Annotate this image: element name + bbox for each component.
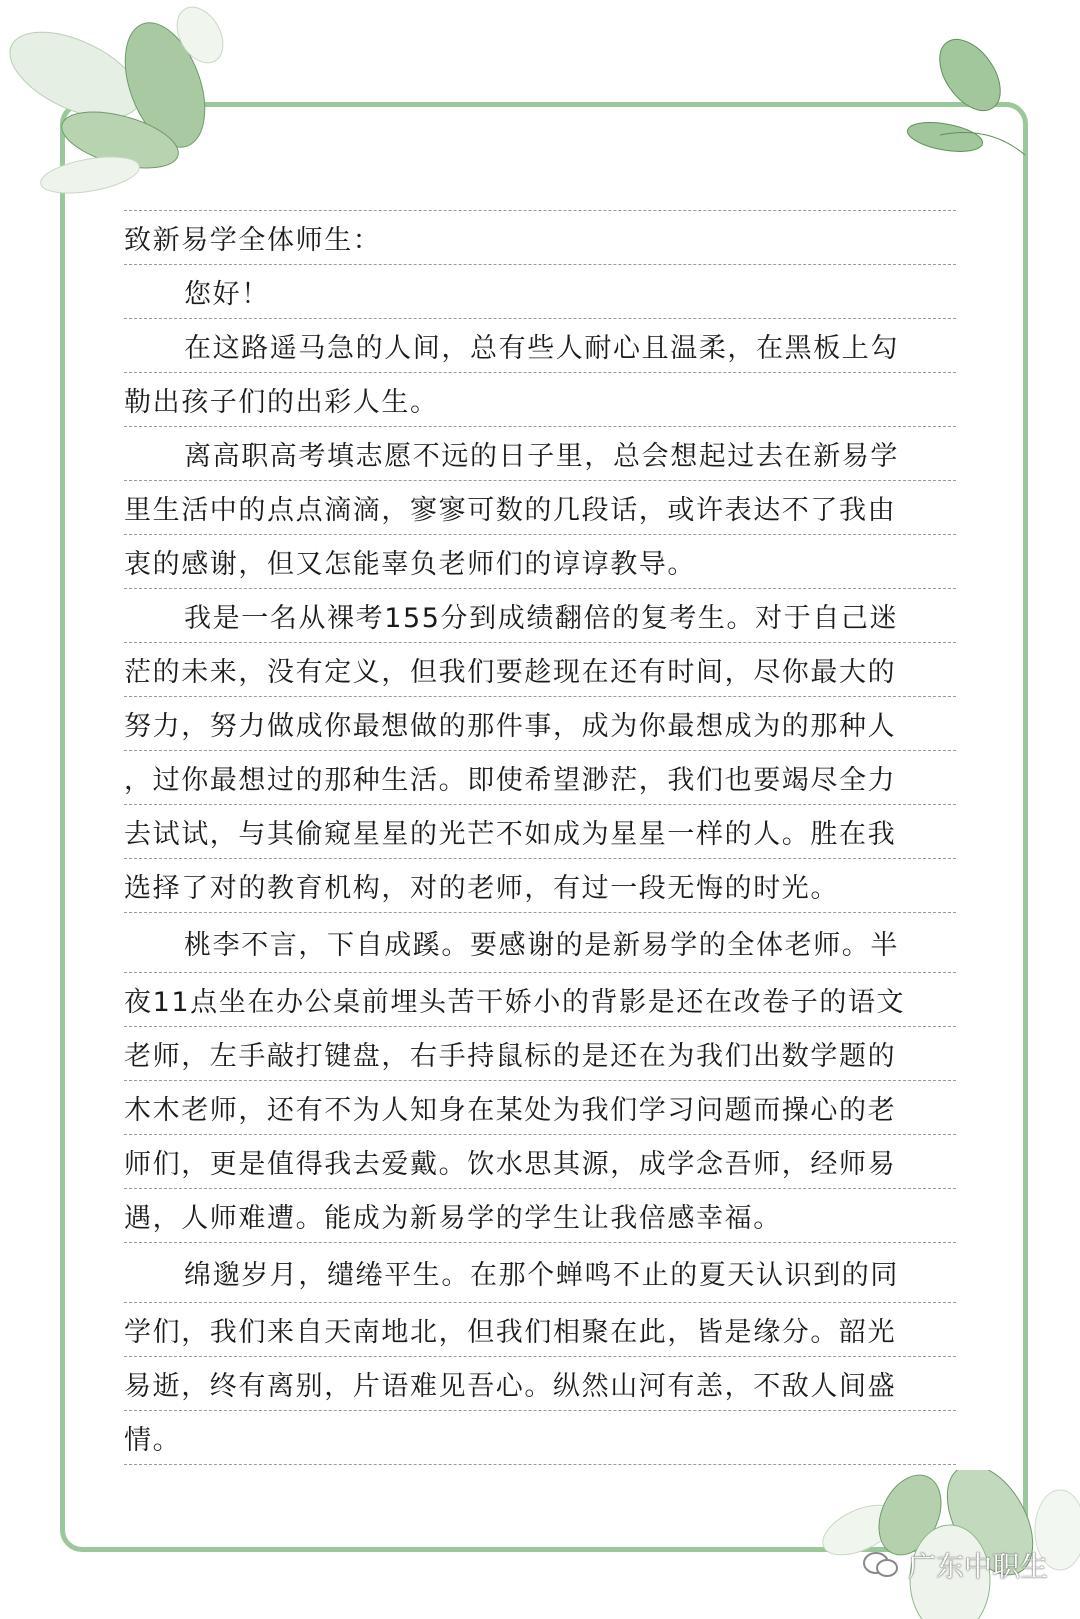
letter-body — [124, 210, 956, 1465]
letter-line: 易逝，终有离别，片语难见吾心。纵然山河有恙，不敌人间盛 — [124, 1357, 956, 1411]
leaves-top-right — [900, 25, 1080, 175]
letter-line: 学们，我们来自天南地北，但我们相聚在此，皆是缘分。韶光 — [124, 1303, 956, 1357]
watermark-text: 广东中职生 — [908, 1550, 1049, 1583]
leaves-top-left — [0, 0, 260, 210]
letter-line: 在这路遥马急的人间，总有些人耐心且温柔，在黑板上勾 — [124, 319, 956, 373]
letter-line: 您好！ — [124, 265, 956, 319]
letter-line: 勒出孩子们的出彩人生。 — [124, 373, 956, 427]
wechat-icon — [862, 1550, 900, 1580]
letter-line: 师们，更是值得我去爱戴。饮水思其源，成学念吾师，经师易 — [124, 1135, 956, 1189]
letter-line: 夜11点坐在办公桌前埋头苦干娇小的背影是还在改卷子的语文 — [124, 973, 956, 1027]
letter-line: 绵邈岁月，缱绻平生。在那个蝉鸣不止的夏天认识到的同 — [124, 1243, 956, 1303]
letter-line: 桃李不言，下自成蹊。要感谢的是新易学的全体老师。半 — [124, 913, 956, 973]
watermark — [862, 1545, 1048, 1585]
letter-line: 选择了对的教育机构，对的老师，有过一段无悔的时光。 — [124, 859, 956, 913]
salutation: 致新易学全体师生： — [124, 211, 956, 265]
letter-line: 茫的未来，没有定义，但我们要趁现在还有时间，尽你最大的 — [124, 643, 956, 697]
letter-line: 情。 — [124, 1411, 956, 1465]
letter-line: 老师，左手敲打键盘，右手持鼠标的是还在为我们出数学题的 — [124, 1027, 956, 1081]
letter-line: 遇，人师难遭。能成为新易学的学生让我倍感幸福。 — [124, 1189, 956, 1243]
letter-line: 我是一名从裸考155分到成绩翻倍的复考生。对于自己迷 — [124, 589, 956, 643]
letter-line: 木木老师，还有不为人知身在某处为我们学习问题而操心的老 — [124, 1081, 956, 1135]
letter-line: 离高职高考填志愿不远的日子里，总会想起过去在新易学 — [124, 427, 956, 481]
letter-line: 努力，努力做成你最想做的那件事，成为你最想成为的那种人 — [124, 697, 956, 751]
letter-line: 里生活中的点点滴滴，寥寥可数的几段话，或许表达不了我由 — [124, 481, 956, 535]
letter-line: 衷的感谢，但又怎能辜负老师们的谆谆教导。 — [124, 535, 956, 589]
letter-line: 去试试，与其偷窥星星的光芒不如成为星星一样的人。胜在我 — [124, 805, 956, 859]
letter-line: ，过你最想过的那种生活。即使希望渺茫，我们也要竭尽全力 — [124, 751, 956, 805]
